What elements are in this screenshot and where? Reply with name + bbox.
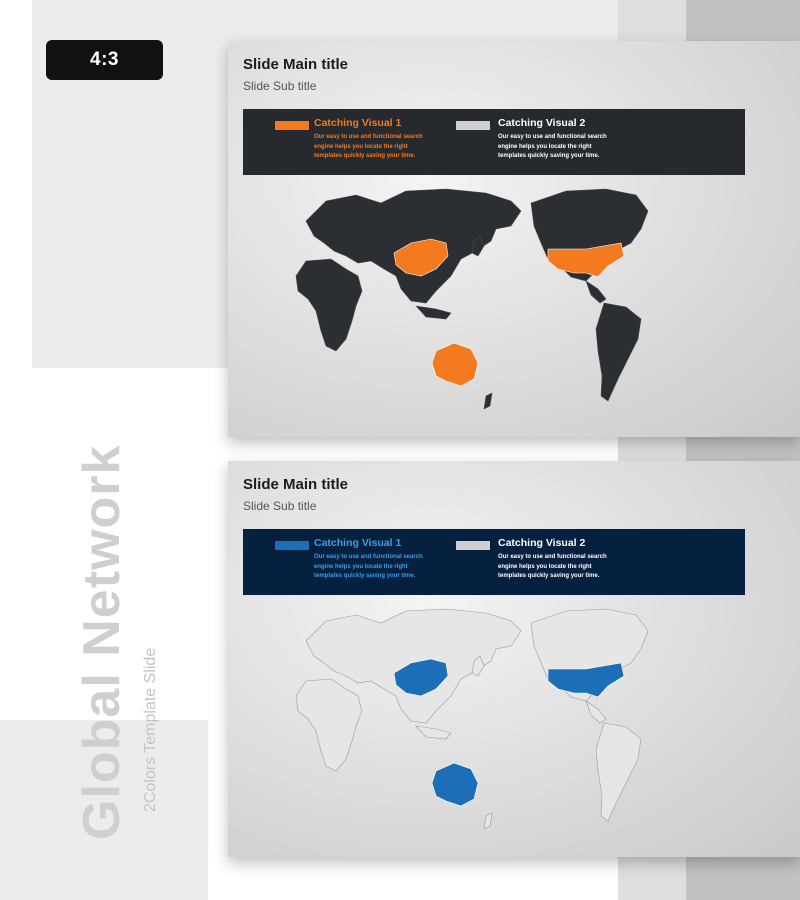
world-map <box>286 181 706 431</box>
world-map <box>286 601 706 851</box>
legend-swatch-secondary <box>456 541 490 550</box>
map-central-america <box>586 281 606 303</box>
slide-subtitle: Slide Sub title <box>243 79 317 93</box>
legend-heading-2: Catching Visual 2 <box>498 117 586 129</box>
legend-heading-1: Catching Visual 1 <box>314 537 402 549</box>
legend-heading-2: Catching Visual 2 <box>498 537 586 549</box>
map-sea-islands <box>416 726 451 739</box>
map-new-zealand <box>484 813 492 829</box>
map-sea-islands <box>416 306 451 319</box>
map-africa <box>296 259 362 351</box>
legend-text-2: Our easy to use and functional search engine helps you locate the right templates quickly saving your time. <box>498 134 607 160</box>
legend-text-1: Our easy to use and functional search engine helps you locate the right templates quickly saving your time. <box>314 134 423 160</box>
map-highlight-australia <box>432 343 478 386</box>
map-africa <box>296 679 362 771</box>
map-south-america <box>596 303 641 401</box>
map-highlight-australia <box>432 763 478 806</box>
legend-swatch-accent <box>275 121 309 130</box>
aspect-ratio-badge: 4:3 <box>46 40 163 80</box>
legend-bar <box>243 529 745 595</box>
map-central-america <box>586 701 606 723</box>
legend-heading-1: Catching Visual 1 <box>314 117 402 129</box>
map-south-america <box>596 723 641 821</box>
legend-swatch-accent <box>275 541 309 550</box>
slide-preview-blue[interactable] <box>228 461 800 857</box>
slide-subtitle: Slide Sub title <box>243 499 317 513</box>
side-title: Global Network <box>73 444 131 840</box>
legend-text-2: Our easy to use and functional search engine helps you locate the right templates quickly saving your time. <box>498 554 607 580</box>
side-subtitle: 2Colors Template Slide <box>142 647 159 812</box>
legend-swatch-secondary <box>456 121 490 130</box>
slide-title: Slide Main title <box>243 56 349 73</box>
map-new-zealand <box>484 393 492 409</box>
legend-bar <box>243 109 745 175</box>
legend-text-1: Our easy to use and functional search engine helps you locate the right templates quickly saving your time. <box>314 554 423 580</box>
slide-preview-orange[interactable] <box>228 41 800 437</box>
slide-title: Slide Main title <box>243 476 349 493</box>
